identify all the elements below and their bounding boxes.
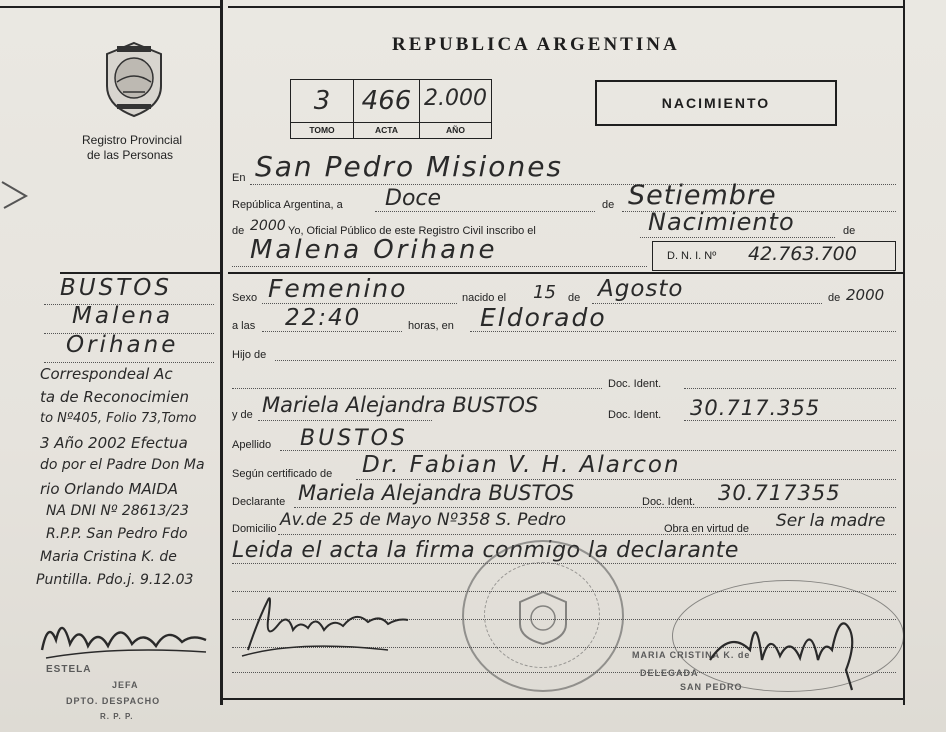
lugar-line — [250, 184, 896, 185]
lugar-nacimiento-line — [470, 331, 896, 332]
margin-note-line-3: to Nº405, Folio 73,Tomo — [40, 411, 197, 426]
madre-line — [258, 420, 432, 421]
certificado-line — [356, 479, 896, 480]
seal-emblem-icon — [516, 588, 570, 646]
dni-box — [652, 241, 896, 271]
declarante-value: Mariela Alejandra BUSTOS — [298, 481, 575, 505]
margin-note-line-1: Correspondeal Ac — [40, 365, 173, 383]
sexo-line — [262, 303, 457, 304]
obra-en-virtud-label: Obra en virtud de — [664, 523, 749, 535]
de-label: de — [602, 199, 615, 211]
declarante-doc-value: 30.717355 — [718, 481, 841, 505]
declarante-signature — [238, 580, 418, 670]
republica-label: República Argentina, a — [232, 199, 343, 211]
margin-stamp-line-4: R. P. P. — [100, 712, 134, 721]
domicilio-value: Av.de 25 de Mayo Nº358 S. Pedro — [280, 510, 567, 530]
ano-nacimiento-value: 2000 — [846, 286, 885, 304]
acta-cell — [354, 80, 420, 138]
right-border — [903, 0, 905, 705]
dni-value: 42.763.700 — [748, 243, 857, 265]
registration-box — [290, 79, 492, 139]
left-column-border — [220, 0, 223, 705]
de-ano-label: de — [828, 292, 841, 304]
hora-value: 22:40 — [285, 305, 362, 331]
oficial-text: Yo, Oficial Público de este Registro Civil inscribo el — [288, 225, 536, 237]
margin-stamp-line-2: JEFA — [112, 680, 139, 690]
official-place-stamp: SAN PEDRO — [680, 682, 743, 692]
certificado-value: Dr. Fabian V. H. Alarcon — [362, 452, 681, 478]
padre-line — [232, 388, 602, 389]
sexo-label: Sexo — [232, 292, 258, 304]
domicilio-line — [278, 534, 896, 535]
acta-label: ACTA — [354, 122, 419, 138]
official-signature — [700, 600, 870, 700]
registry-name-line1: Registro Provincial — [82, 133, 183, 147]
tomo-value: 3 — [313, 86, 331, 116]
margin-note-line-7: NA DNI Nº 28613/23 — [46, 503, 189, 519]
declarante-line — [294, 507, 896, 508]
leida-value: Leida el acta la firma conmigo la declarante — [232, 538, 739, 563]
nacido-el-label: nacido el — [462, 292, 507, 304]
nombre-line — [232, 266, 647, 267]
y-de-label: y de — [232, 409, 253, 421]
official-role-stamp: DELEGADA — [640, 668, 699, 678]
hora-line — [262, 331, 402, 332]
mes-nacimiento-value: Agosto — [598, 276, 684, 302]
top-right-border — [228, 6, 904, 8]
margin-stamp-line-1: ESTELA — [46, 664, 92, 675]
registry-name-line2: de las Personas — [87, 148, 174, 162]
misiones-emblem-icon — [103, 40, 165, 118]
margin-line-3 — [44, 362, 214, 363]
dia-nacimiento-value: 15 — [533, 282, 556, 303]
tomo-label: TOMO — [291, 122, 353, 138]
hijo-de-label: Hijo de — [232, 349, 267, 361]
margin-nombre-2: Orihane — [66, 332, 179, 358]
a-las-label: a las — [232, 320, 256, 332]
ano-value: 2.000 — [424, 86, 487, 111]
nombre-value: Malena Orihane — [250, 235, 498, 265]
de-2000-label: de — [232, 225, 245, 237]
country-title: REPUBLICA ARGENTINA — [392, 34, 680, 55]
doc-ident-label: Doc. Ident. — [608, 378, 662, 390]
hijo-de-line — [275, 360, 896, 361]
obra-en-virtud-value: Ser la madre — [776, 511, 886, 531]
declarante-label: Declarante — [232, 496, 286, 508]
tipo-inscripcion-value: Nacimiento — [648, 208, 795, 236]
margin-signature — [36, 600, 216, 670]
margin-note-line-2: ta de Reconocimien — [40, 388, 190, 406]
mes-value: Setiembre — [628, 180, 777, 211]
document-type-box: NACIMIENTO — [595, 80, 837, 126]
horas-en-label: horas, en — [408, 320, 454, 332]
registry-seal — [462, 540, 624, 692]
madre-doc-value: 30.717.355 — [690, 396, 821, 420]
ano-acta-value: 2000 — [250, 218, 286, 234]
dni-label: D. N. I. Nº — [667, 250, 717, 262]
margin-note-line-9: Maria Cristina K. de — [40, 549, 177, 565]
margin-note-line-5: do por el Padre Don Ma — [40, 457, 205, 473]
ano-label: AÑO — [420, 122, 491, 138]
madre-value: Mariela Alejandra BUSTOS — [262, 393, 539, 417]
en-label: En — [232, 172, 246, 184]
apellido-line — [280, 450, 896, 451]
sexo-value: Femenino — [268, 274, 408, 303]
top-left-border — [0, 6, 220, 8]
padre-doc-line — [684, 388, 896, 389]
dia-line — [375, 211, 595, 212]
lugar-nacimiento-value: Eldorado — [480, 303, 607, 332]
margin-note-line-6: rio Orlando MAIDA — [40, 480, 179, 498]
tipo-inscripcion-line — [640, 237, 835, 238]
margin-nombre-1: Malena — [72, 303, 174, 329]
dia-value: Doce — [385, 186, 442, 211]
ano-cell — [420, 80, 491, 138]
left-section-divider — [60, 272, 220, 274]
domicilio-label: Domicilio — [232, 523, 277, 535]
acta-value: 466 — [361, 86, 412, 116]
official-name-stamp: MARIA CRISTINA K. de — [632, 650, 751, 660]
de-label-3: de — [843, 225, 856, 237]
apellido-value: BUSTOS — [300, 426, 408, 451]
margin-stamp-line-3: DPTO. DESPACHO — [66, 696, 161, 706]
doc-ident-3-label: Doc. Ident. — [642, 496, 696, 508]
staple-mark-icon — [0, 178, 30, 212]
de-nac-label: de — [568, 292, 581, 304]
margin-note-line-4: 3 Año 2002 Efectua — [40, 434, 188, 452]
apellido-label: Apellido — [232, 439, 272, 451]
madre-doc-line — [684, 420, 896, 421]
margin-note-line-8: R.P.P. San Pedro Fdo — [46, 526, 188, 542]
segun-certificado-label: Según certificado de — [232, 468, 333, 480]
tomo-cell — [291, 80, 354, 138]
lugar-value: San Pedro Misiones — [255, 150, 564, 183]
mes-nacimiento-line — [592, 303, 822, 304]
margin-apellido: BUSTOS — [60, 275, 172, 301]
margin-note-line-10: Puntilla. Pdo.j. 9.12.03 — [36, 572, 194, 588]
doc-ident-2-label: Doc. Ident. — [608, 409, 662, 421]
